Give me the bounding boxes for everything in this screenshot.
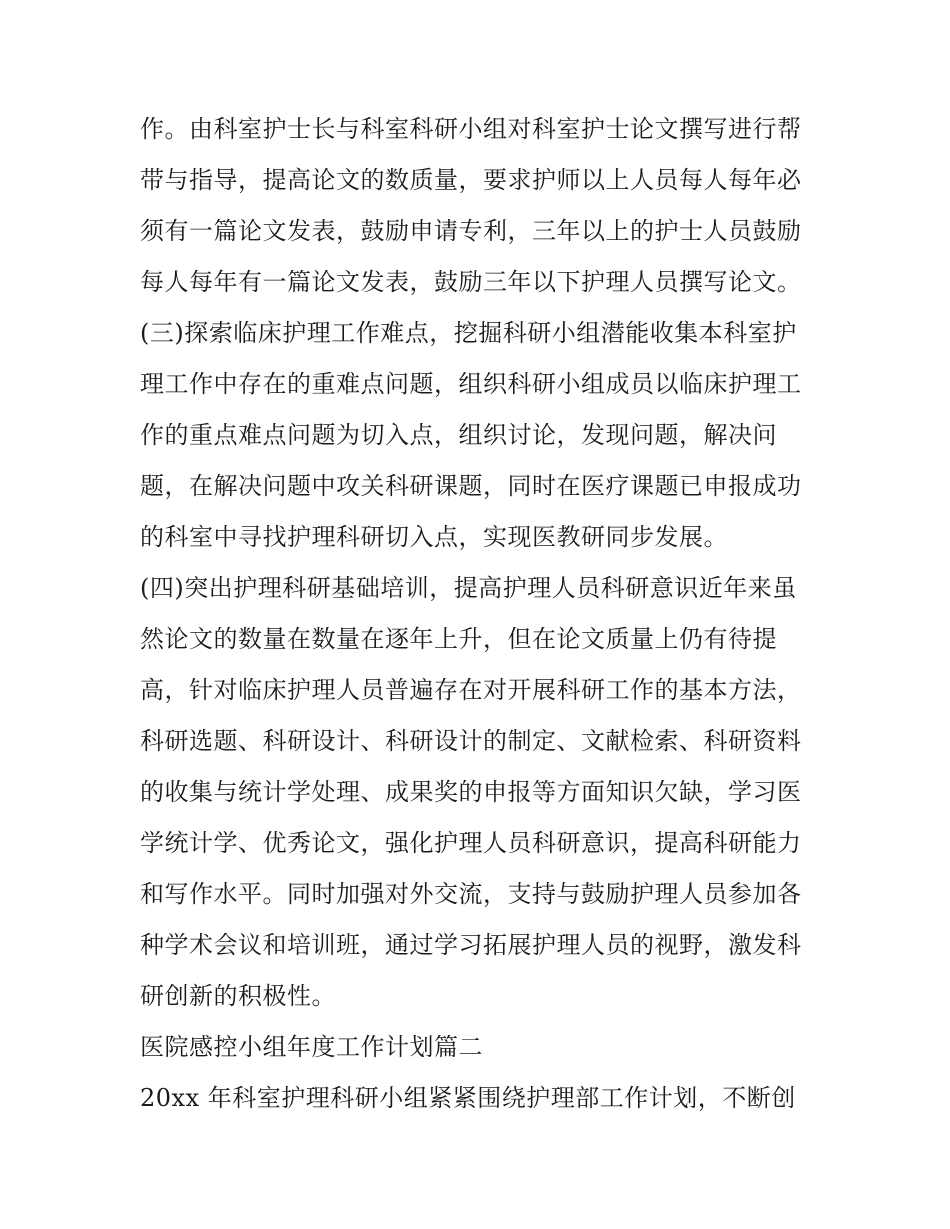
text-line: 然论文的数量在数量在逐年上升，但在论文质量上仍有待提 xyxy=(140,625,777,653)
text-line: 理工作中存在的重难点问题，组织科研小组成员以临床护理工 xyxy=(140,370,802,398)
section-heading-4: (四)突出护理科研基础培训，提高护理人员科研意识近年来虽 xyxy=(140,574,797,602)
text-line: 和写作水平。同时加强对外交流，支持与鼓励护理人员参加各 xyxy=(140,880,802,908)
text-line: 作的重点难点问题为切入点，组织讨论，发现问题，解决问 xyxy=(140,421,777,449)
text-line: 科研选题、科研设计、科研设计的制定、文献检索、科研资料 xyxy=(140,727,802,755)
section-heading-3: (三)探索临床护理工作难点，挖掘科研小组潜能收集本科室护 xyxy=(140,319,797,347)
text-line: 带与指导，提高论文的数质量，要求护师以上人员每人每年必 xyxy=(140,166,802,194)
text-line: 题，在解决问题中攻关科研课题，同时在医疗课题已申报成功 xyxy=(140,472,802,500)
text-line: 研创新的积极性。 xyxy=(140,982,336,1010)
text-line: 20xx 年科室护理科研小组紧紧围绕护理部工作计划，不断创 xyxy=(140,1084,796,1112)
document-body xyxy=(140,104,820,1124)
text-line: 的收集与统计学处理、成果奖的申报等方面知识欠缺，学习医 xyxy=(140,778,802,806)
text-line: 学统计学、优秀论文，强化护理人员科研意识，提高科研能力 xyxy=(140,829,802,857)
text-line: 作。由科室护士长与科室科研小组对科室护士论文撰写进行帮 xyxy=(140,115,802,143)
text-line: 种学术会议和培训班，通过学习拓展护理人员的视野，激发科 xyxy=(140,931,802,959)
text-line: 的科室中寻找护理科研切入点，实现医教研同步发展。 xyxy=(140,523,728,551)
text-line: 每人每年有一篇论文发表，鼓励三年以下护理人员撰写论文。 xyxy=(140,268,802,296)
text-line: 高，针对临床护理人员普遍存在对开展科研工作的基本方法， xyxy=(140,676,802,704)
article-title: 医院感控小组年度工作计划篇二 xyxy=(140,1033,483,1061)
text-line: 须有一篇论文发表，鼓励申请专利，三年以上的护士人员鼓励 xyxy=(140,217,802,245)
